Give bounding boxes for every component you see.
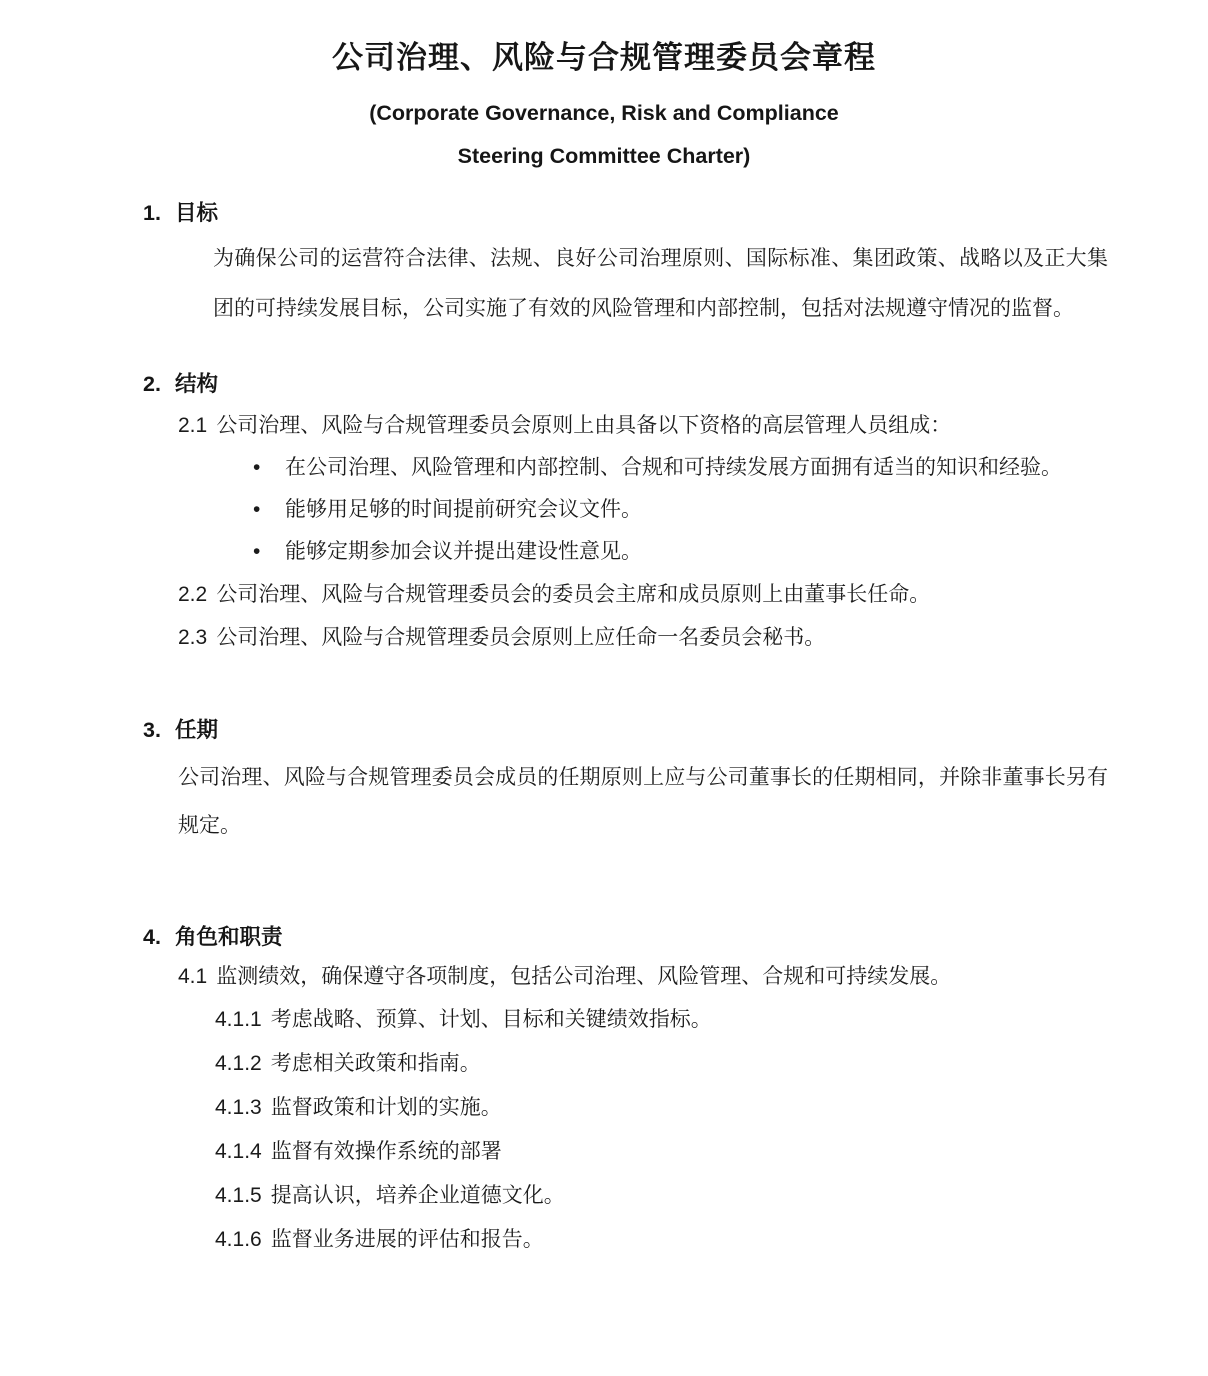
clause-4-1-text: 监测绩效，确保遵守各项制度，包括公司治理、风险管理、合规和可持续发展。 (216, 965, 952, 988)
clause-4-1-2-number: 4.1.2 (215, 1052, 262, 1075)
clause-4-1-number: 4.1 (178, 965, 208, 988)
section-term-heading (143, 717, 1108, 744)
document-subtitle-line-2: Steering Committee Charter) (457, 144, 751, 168)
section-term (143, 717, 1108, 850)
clause-2-1 (178, 404, 1108, 447)
section-term-number: 3. (143, 718, 161, 742)
section-roles-title: 角色和职责 (175, 925, 283, 949)
qualification-bullet-list (143, 447, 1108, 573)
clause-4-1-4 (215, 1130, 1108, 1174)
section-goal (143, 200, 1108, 334)
clause-4-1-2-text: 考虑相关政策和指南。 (270, 1052, 481, 1075)
clause-4-1-1 (215, 998, 1108, 1042)
clause-4-1-6-text: 监督业务进展的评估和报告。 (270, 1228, 544, 1251)
section-term-paragraph: 公司治理、风险与合规管理委员会成员的任期原则上应与公司董事长的任期相同，并除非董事长另有规定。 (178, 766, 1108, 837)
clause-2-3-number: 2.3 (178, 626, 208, 649)
clause-4-1-1-text: 考虑战略、预算、计划、目标和关键绩效指标。 (270, 1008, 712, 1031)
bullet-item-knowledge: • 在公司治理、风险管理和内部控制、合规和可持续发展方面拥有适当的知识和经验。 (253, 447, 1108, 489)
clause-2-3 (178, 616, 1108, 659)
section-goal-paragraph: 为确保公司的运营符合法律、法规、良好公司治理原则、国际标准、集团政策、战略以及正大集团的可持续发展目标，公司实施了有效的风险管理和内部控制，包括对法规遵守情况的监督。 (213, 247, 1108, 320)
clause-4-1-5 (215, 1174, 1108, 1218)
section-roles-heading (143, 924, 1108, 951)
clause-4-1-4-text: 监督有效操作系统的部署 (270, 1140, 502, 1163)
clause-4-1-2 (215, 1042, 1108, 1086)
clause-2-3-text: 公司治理、风险与合规管理委员会原则上应任命一名委员会秘书。 (216, 626, 826, 649)
clause-2-2 (178, 573, 1108, 616)
document-title: 公司治理、风险与合规管理委员会章程 (332, 40, 876, 75)
clause-4-1 (178, 955, 1108, 998)
document-subtitle-line-1: (Corporate Governance, Risk and Compliance (369, 101, 839, 125)
section-roles (143, 924, 1108, 1262)
clause-4-1-3 (215, 1086, 1108, 1130)
section-goal-heading (143, 200, 1108, 227)
clause-4-1-5-number: 4.1.5 (215, 1184, 262, 1207)
document-header (0, 36, 1208, 178)
section-structure-title: 结构 (175, 372, 219, 396)
bullet-item-attendance: • 能够定期参加会议并提出建设性意见。 (253, 531, 1108, 573)
section-structure-number: 2. (143, 372, 161, 396)
clause-4-1-3-number: 4.1.3 (215, 1096, 262, 1119)
clause-4-1-3-text: 监督政策和计划的实施。 (270, 1096, 502, 1119)
clause-4-1-6 (215, 1218, 1108, 1262)
clause-2-2-text: 公司治理、风险与合规管理委员会的委员会主席和成员原则上由董事长任命。 (216, 583, 931, 606)
section-goal-title: 目标 (175, 201, 219, 225)
section-structure-heading (143, 371, 1108, 398)
clause-2-1-text: 公司治理、风险与合规管理委员会原则上由具备以下资格的高层管理人员组成： (216, 414, 952, 437)
clause-4-1-5-text: 提高认识，培养企业道德文化。 (270, 1184, 565, 1207)
clause-4-1-4-number: 4.1.4 (215, 1140, 262, 1163)
section-roles-number: 4. (143, 925, 161, 949)
section-term-title: 任期 (175, 718, 219, 742)
clause-4-1-6-number: 4.1.6 (215, 1228, 262, 1251)
clause-2-2-number: 2.2 (178, 583, 208, 606)
section-structure (143, 371, 1108, 659)
clause-4-1-1-number: 4.1.1 (215, 1008, 262, 1031)
section-goal-number: 1. (143, 201, 161, 225)
bullet-item-preparation: • 能够用足够的时间提前研究会议文件。 (253, 489, 1108, 531)
clause-2-1-number: 2.1 (178, 414, 208, 437)
